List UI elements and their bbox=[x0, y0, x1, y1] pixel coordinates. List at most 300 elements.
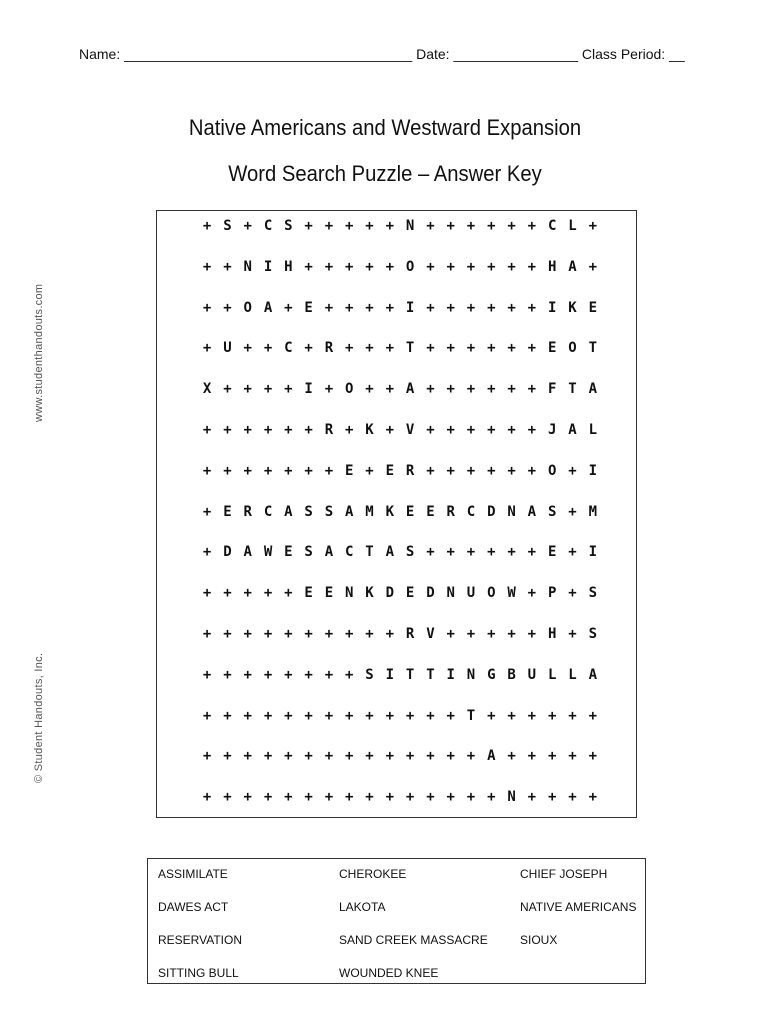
grid-cell: E bbox=[223, 503, 232, 520]
grid-cell: + bbox=[507, 340, 516, 357]
grid-cell: + bbox=[426, 707, 435, 724]
grid-cell: + bbox=[507, 218, 516, 234]
grid-cell: I bbox=[405, 299, 415, 316]
grid-cell: + bbox=[527, 381, 537, 398]
grid-cell: + bbox=[405, 748, 415, 765]
grid-cell: + bbox=[345, 789, 354, 806]
grid-cell: + bbox=[284, 626, 293, 642]
grid-cell: N bbox=[446, 585, 455, 602]
grid-cell: + bbox=[527, 299, 537, 316]
grid-cell: K bbox=[365, 585, 374, 602]
grid-cell: E bbox=[324, 585, 334, 602]
grid-cell: E bbox=[588, 299, 597, 316]
grid-cell: + bbox=[527, 258, 537, 275]
grid-cell: + bbox=[284, 707, 293, 724]
grid-cell: + bbox=[568, 707, 577, 724]
grid-row bbox=[197, 542, 603, 562]
grid-cell: + bbox=[324, 218, 334, 234]
grid-cell: + bbox=[223, 626, 232, 642]
grid-cell: S bbox=[223, 218, 232, 234]
grid-cell: + bbox=[304, 340, 313, 357]
grid-cell: + bbox=[487, 626, 496, 642]
grid-cell: + bbox=[324, 626, 334, 642]
grid-cell: + bbox=[284, 585, 293, 602]
grid-cell: + bbox=[243, 585, 252, 602]
grid-cell: + bbox=[385, 299, 395, 316]
grid-cell: + bbox=[385, 381, 395, 398]
grid-cell: + bbox=[324, 299, 334, 316]
grid-cell: L bbox=[547, 666, 557, 683]
grid-cell: + bbox=[243, 462, 252, 479]
grid-cell: T bbox=[588, 340, 597, 357]
grid-cell: S bbox=[304, 544, 313, 561]
grid-cell: L bbox=[568, 218, 577, 234]
grid-cell: + bbox=[324, 258, 334, 275]
grid-row bbox=[197, 257, 603, 277]
grid-cell: + bbox=[466, 299, 476, 316]
grid-cell: + bbox=[263, 789, 273, 806]
grid-cell: P bbox=[547, 585, 557, 602]
grid-cell: + bbox=[202, 503, 212, 520]
grid-cell: + bbox=[202, 462, 212, 479]
grid-cell: + bbox=[466, 381, 476, 398]
grid-cell: + bbox=[304, 748, 313, 765]
grid-cell: + bbox=[568, 626, 577, 642]
grid-cell: + bbox=[202, 666, 212, 683]
grid-row bbox=[197, 787, 603, 807]
word-list bbox=[147, 858, 646, 984]
grid-row bbox=[197, 298, 603, 318]
grid-cell: + bbox=[202, 258, 212, 275]
grid-cell: + bbox=[487, 789, 496, 806]
word-list-item: NATIVE AMERICANS bbox=[520, 900, 637, 914]
grid-cell: + bbox=[466, 422, 476, 438]
grid-cell: + bbox=[547, 707, 557, 724]
grid-cell: + bbox=[547, 789, 557, 806]
grid-cell: H bbox=[284, 258, 293, 275]
grid-cell: L bbox=[568, 666, 577, 683]
grid-cell: + bbox=[304, 666, 313, 683]
grid-cell: D bbox=[223, 544, 232, 561]
grid-cell: E bbox=[405, 585, 415, 602]
grid-cell: + bbox=[365, 626, 374, 642]
word-list-item: RESERVATION bbox=[158, 933, 243, 947]
grid-cell: + bbox=[345, 422, 354, 438]
grid-cell: + bbox=[446, 299, 455, 316]
grid-cell: C bbox=[284, 340, 293, 357]
grid-cell: W bbox=[507, 585, 516, 602]
grid-cell: + bbox=[385, 218, 395, 234]
grid-cell: + bbox=[527, 544, 537, 561]
grid-cell: D bbox=[487, 503, 496, 520]
grid-cell: E bbox=[547, 340, 557, 357]
grid-cell: + bbox=[466, 544, 476, 561]
grid-cell: + bbox=[284, 789, 293, 806]
grid-cell: O bbox=[568, 340, 577, 357]
grid-cell: + bbox=[466, 340, 476, 357]
grid-cell: + bbox=[304, 422, 313, 438]
grid-cell: C bbox=[466, 503, 476, 520]
grid-cell: + bbox=[263, 748, 273, 765]
grid-cell: A bbox=[243, 544, 252, 561]
grid-cell: A bbox=[405, 381, 415, 398]
grid-cell: A bbox=[345, 503, 354, 520]
grid-cell: + bbox=[466, 626, 476, 642]
grid-cell: + bbox=[345, 258, 354, 275]
grid-row bbox=[197, 706, 603, 726]
grid-cell: S bbox=[405, 544, 415, 561]
grid-cell: + bbox=[263, 462, 273, 479]
grid-cell: + bbox=[304, 707, 313, 724]
grid-cell: + bbox=[487, 258, 496, 275]
grid-cell: + bbox=[345, 299, 354, 316]
grid-cell: A bbox=[527, 503, 537, 520]
grid-cell: + bbox=[202, 585, 212, 602]
grid-cell: + bbox=[243, 422, 252, 438]
grid-cell: E bbox=[385, 462, 395, 479]
grid-cell: + bbox=[202, 707, 212, 724]
grid-cell: + bbox=[243, 789, 252, 806]
grid-cell: + bbox=[365, 340, 374, 357]
grid-cell: + bbox=[385, 789, 395, 806]
grid-cell: + bbox=[487, 340, 496, 357]
grid-cell: + bbox=[243, 218, 252, 234]
grid-cell: + bbox=[487, 218, 496, 234]
grid-cell: U bbox=[223, 340, 232, 357]
grid-cell: + bbox=[426, 381, 435, 398]
grid-row bbox=[197, 216, 603, 236]
word-list-item: WOUNDED KNEE bbox=[339, 966, 439, 980]
grid-cell: C bbox=[263, 503, 273, 520]
grid-cell: + bbox=[446, 381, 455, 398]
grid-cell: + bbox=[304, 258, 313, 275]
grid-cell: + bbox=[324, 707, 334, 724]
grid-cell: U bbox=[527, 666, 537, 683]
grid-cell: + bbox=[507, 258, 516, 275]
grid-cell: + bbox=[405, 789, 415, 806]
grid-cell: + bbox=[223, 381, 232, 398]
grid-cell: + bbox=[446, 626, 455, 642]
grid-cell: + bbox=[446, 748, 455, 765]
grid-cell: R bbox=[405, 626, 415, 642]
grid-cell: + bbox=[324, 748, 334, 765]
grid-cell: H bbox=[547, 626, 557, 642]
grid-cell: + bbox=[527, 748, 537, 765]
grid-cell: + bbox=[527, 218, 537, 234]
grid-cell: + bbox=[223, 789, 232, 806]
grid-cell: + bbox=[527, 585, 537, 602]
grid-cell: + bbox=[284, 666, 293, 683]
grid-cell: + bbox=[487, 462, 496, 479]
grid-cell: I bbox=[263, 258, 273, 275]
grid-cell: E bbox=[405, 503, 415, 520]
grid-cell: S bbox=[588, 626, 597, 642]
grid-cell: + bbox=[263, 422, 273, 438]
grid-cell: E bbox=[345, 462, 354, 479]
grid-cell: + bbox=[304, 462, 313, 479]
grid-cell: + bbox=[527, 462, 537, 479]
word-list-item: CHEROKEE bbox=[339, 867, 407, 881]
grid-cell: + bbox=[223, 422, 232, 438]
grid-cell: + bbox=[466, 218, 476, 234]
grid-cell: + bbox=[263, 585, 273, 602]
grid-cell: N bbox=[345, 585, 354, 602]
grid-cell: A bbox=[385, 544, 395, 561]
grid-cell: H bbox=[547, 258, 557, 275]
grid-cell: W bbox=[263, 544, 273, 561]
grid-cell: + bbox=[284, 462, 293, 479]
grid-cell: S bbox=[365, 666, 374, 683]
grid-cell: + bbox=[527, 340, 537, 357]
grid-cell: + bbox=[284, 422, 293, 438]
grid-cell: + bbox=[507, 544, 516, 561]
grid-cell: T bbox=[405, 340, 415, 357]
grid-cell: + bbox=[446, 707, 455, 724]
grid-cell: + bbox=[405, 707, 415, 724]
grid-cell: O bbox=[487, 585, 496, 602]
grid-cell: + bbox=[487, 544, 496, 561]
grid-cell: + bbox=[304, 626, 313, 642]
grid-cell: + bbox=[365, 381, 374, 398]
grid-cell: + bbox=[223, 748, 232, 765]
grid-cell: + bbox=[426, 462, 435, 479]
grid-cell: + bbox=[243, 340, 252, 357]
grid-cell: I bbox=[588, 462, 597, 479]
grid-cell: E bbox=[426, 503, 435, 520]
grid-cell: + bbox=[568, 462, 577, 479]
word-list-item: LAKOTA bbox=[339, 900, 386, 914]
grid-cell: + bbox=[446, 789, 455, 806]
grid-cell: O bbox=[405, 258, 415, 275]
grid-cell: + bbox=[324, 666, 334, 683]
grid-cell: + bbox=[365, 299, 374, 316]
grid-cell: R bbox=[405, 462, 415, 479]
grid-row bbox=[197, 338, 603, 358]
grid-cell: + bbox=[284, 381, 293, 398]
grid-cell: + bbox=[446, 544, 455, 561]
grid-cell: E bbox=[284, 544, 293, 561]
grid-cell: + bbox=[466, 748, 476, 765]
grid-cell: E bbox=[547, 544, 557, 561]
grid-cell: V bbox=[405, 422, 415, 438]
grid-cell: A bbox=[284, 503, 293, 520]
word-search-grid bbox=[156, 210, 637, 818]
grid-cell: + bbox=[284, 299, 293, 316]
grid-cell: N bbox=[243, 258, 252, 275]
grid-cell: S bbox=[547, 503, 557, 520]
grid-cell: + bbox=[507, 707, 516, 724]
grid-cell: + bbox=[446, 422, 455, 438]
word-list-item: SIOUX bbox=[520, 933, 558, 947]
grid-cell: A bbox=[324, 544, 334, 561]
grid-cell: O bbox=[547, 462, 557, 479]
grid-cell: T bbox=[466, 707, 476, 724]
grid-cell: + bbox=[365, 789, 374, 806]
grid-cell: + bbox=[365, 748, 374, 765]
grid-cell: M bbox=[365, 503, 374, 520]
grid-cell: + bbox=[345, 707, 354, 724]
grid-cell: D bbox=[385, 585, 395, 602]
grid-cell: + bbox=[263, 340, 273, 357]
grid-cell: T bbox=[426, 666, 435, 683]
grid-cell: + bbox=[527, 626, 537, 642]
grid-cell: + bbox=[263, 381, 273, 398]
grid-cell: + bbox=[466, 462, 476, 479]
grid-cell: B bbox=[507, 666, 516, 683]
grid-cell: + bbox=[324, 789, 334, 806]
grid-cell: A bbox=[568, 258, 577, 275]
word-list-item: DAWES ACT bbox=[158, 900, 229, 914]
grid-cell: + bbox=[446, 462, 455, 479]
grid-cell: + bbox=[527, 789, 537, 806]
grid-cell: + bbox=[223, 299, 232, 316]
grid-cell: + bbox=[223, 666, 232, 683]
grid-cell: + bbox=[223, 707, 232, 724]
grid-cell: A bbox=[568, 422, 577, 438]
grid-cell: + bbox=[507, 626, 516, 642]
grid-row bbox=[197, 420, 603, 440]
grid-cell: X bbox=[202, 381, 212, 398]
grid-cell: + bbox=[446, 218, 455, 234]
grid-cell: + bbox=[507, 462, 516, 479]
grid-cell: + bbox=[304, 218, 313, 234]
grid-cell: R bbox=[243, 503, 252, 520]
grid-cell: + bbox=[365, 462, 374, 479]
grid-cell: K bbox=[365, 422, 374, 438]
grid-cell: I bbox=[547, 299, 557, 316]
grid-cell: + bbox=[588, 258, 597, 275]
grid-cell: + bbox=[588, 748, 597, 765]
grid-cell: + bbox=[385, 707, 395, 724]
grid-cell: I bbox=[304, 381, 313, 398]
grid-cell: + bbox=[426, 789, 435, 806]
grid-cell: D bbox=[426, 585, 435, 602]
grid-cell: + bbox=[202, 218, 212, 234]
grid-cell: + bbox=[365, 258, 374, 275]
grid-cell: S bbox=[304, 503, 313, 520]
grid-cell: E bbox=[304, 299, 313, 316]
grid-cell: + bbox=[202, 626, 212, 642]
grid-cell: + bbox=[345, 666, 354, 683]
grid-cell: + bbox=[527, 422, 537, 438]
grid-cell: + bbox=[365, 218, 374, 234]
grid-cell: + bbox=[324, 381, 334, 398]
grid-cell: U bbox=[466, 585, 476, 602]
grid-cell: + bbox=[345, 340, 354, 357]
grid-cell: A bbox=[588, 666, 597, 683]
word-list-item: SAND CREEK MASSACRE bbox=[339, 933, 488, 947]
grid-cell: L bbox=[588, 422, 597, 438]
sidebar-copyright: © Student Handouts, Inc. bbox=[33, 652, 45, 783]
grid-cell: + bbox=[243, 626, 252, 642]
grid-cell: + bbox=[507, 748, 516, 765]
grid-cell: + bbox=[426, 258, 435, 275]
grid-cell: + bbox=[466, 258, 476, 275]
grid-cell: + bbox=[345, 748, 354, 765]
grid-cell: A bbox=[588, 381, 597, 398]
grid-cell: + bbox=[568, 748, 577, 765]
grid-cell: + bbox=[426, 340, 435, 357]
grid-cell: + bbox=[202, 422, 212, 438]
grid-cell: R bbox=[324, 422, 334, 438]
grid-cell: J bbox=[547, 422, 557, 438]
grid-cell: + bbox=[426, 422, 435, 438]
grid-cell: I bbox=[446, 666, 455, 683]
word-list-item: ASSIMILATE bbox=[158, 867, 228, 881]
grid-cell: + bbox=[487, 422, 496, 438]
grid-cell: S bbox=[324, 503, 334, 520]
grid-cell: K bbox=[568, 299, 577, 316]
grid-cell: + bbox=[588, 789, 597, 806]
grid-cell: M bbox=[588, 503, 597, 520]
grid-cell: + bbox=[446, 258, 455, 275]
grid-cell: + bbox=[202, 299, 212, 316]
grid-cell: + bbox=[507, 422, 516, 438]
grid-cell: + bbox=[487, 299, 496, 316]
grid-cell: I bbox=[385, 666, 395, 683]
word-list-item: CHIEF JOSEPH bbox=[520, 867, 608, 881]
grid-cell: K bbox=[385, 503, 395, 520]
grid-cell: C bbox=[547, 218, 557, 234]
grid-cell: + bbox=[527, 707, 537, 724]
grid-cell: R bbox=[446, 503, 455, 520]
grid-cell: + bbox=[324, 462, 334, 479]
grid-cell: + bbox=[243, 748, 252, 765]
grid-cell: + bbox=[466, 789, 476, 806]
grid-cell: + bbox=[263, 666, 273, 683]
grid-cell: C bbox=[345, 544, 354, 561]
grid-cell: + bbox=[263, 707, 273, 724]
grid-cell: + bbox=[223, 585, 232, 602]
grid-row bbox=[197, 502, 603, 522]
grid-cell: + bbox=[202, 789, 212, 806]
grid-cell: + bbox=[547, 748, 557, 765]
grid-cell: + bbox=[284, 748, 293, 765]
grid-cell: + bbox=[202, 340, 212, 357]
grid-cell: + bbox=[365, 707, 374, 724]
grid-cell: T bbox=[365, 544, 374, 561]
grid-cell: + bbox=[426, 748, 435, 765]
grid-cell: + bbox=[243, 381, 252, 398]
grid-cell: + bbox=[568, 789, 577, 806]
grid-cell: E bbox=[304, 585, 313, 602]
grid-cell: + bbox=[507, 299, 516, 316]
grid-cell: A bbox=[263, 299, 273, 316]
header-fields: Name: _____________________________________ Date: ________________ Class Period: __ bbox=[79, 46, 685, 62]
grid-cell: N bbox=[507, 789, 516, 806]
sidebar-url: www.studenthandouts.com bbox=[33, 283, 45, 422]
grid-cell: + bbox=[568, 585, 577, 602]
grid-row bbox=[197, 379, 603, 399]
word-list-item: SITTING BULL bbox=[158, 966, 239, 980]
grid-cell: + bbox=[263, 626, 273, 642]
grid-cell: + bbox=[385, 340, 395, 357]
grid-cell: O bbox=[345, 381, 354, 398]
grid-cell: + bbox=[487, 381, 496, 398]
grid-cell: N bbox=[466, 666, 476, 683]
grid-row bbox=[197, 624, 603, 644]
grid-cell: T bbox=[568, 381, 577, 398]
grid-cell: + bbox=[588, 707, 597, 724]
grid-cell: F bbox=[547, 381, 557, 398]
grid-cell: + bbox=[426, 218, 435, 234]
grid-cell: N bbox=[405, 218, 415, 234]
grid-cell: + bbox=[345, 218, 354, 234]
grid-cell: G bbox=[487, 666, 496, 683]
grid-cell: + bbox=[202, 544, 212, 561]
grid-row bbox=[197, 461, 603, 481]
grid-cell: + bbox=[487, 707, 496, 724]
